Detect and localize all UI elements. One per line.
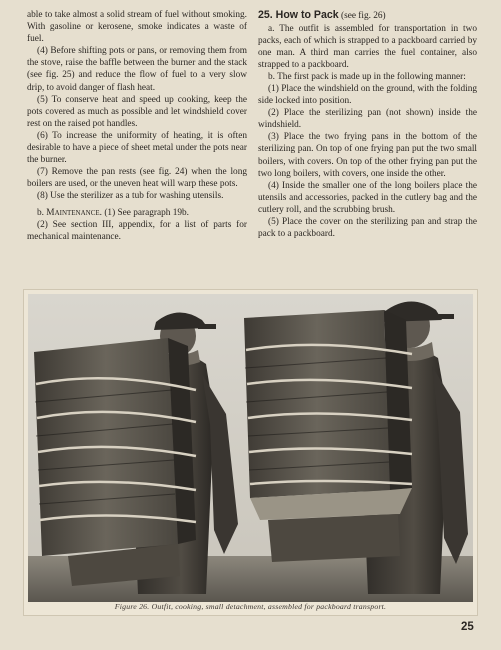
paragraph-6: (6) To increase the uniformity of heating, it is often desirable to have a piece of sheet metal under the pots near the burner. xyxy=(27,130,247,166)
maintenance-paragraph-2: (2) See section III, appendix, for a list of parts for mechanical maintenance. xyxy=(27,219,247,242)
pack-step-3: (3) Place the two frying pans in the bottom of the sterilizing pan. On top of one frying pan put the two small boilers, with covers. On top of the other frying pan put the two long boilers, with covers, one inside the other. xyxy=(258,132,477,179)
pack-step-1: (1) Place the windshield on the ground, with the folding side locked into position. xyxy=(258,83,477,107)
maintenance-ref: . (1) See paragraph 19b. xyxy=(99,207,189,218)
pack-paragraph-b: b. The first pack is made up in the following manner: xyxy=(268,71,466,82)
maintenance-prefix: b. xyxy=(37,207,47,218)
pack-paragraph-a: a. The outfit is assembled for transportation in two packs, each of which is strapped to a packboard carried by one man. A third man carries the fuel container, also strapped to a packboard. xyxy=(258,23,477,70)
right-pack xyxy=(244,310,412,562)
paragraph-5: (5) To conserve heat and speed up cooking, keep the pots covered as much as possible and let windshield cover rest on the raised pot handles. xyxy=(27,94,247,129)
paragraph-8: (8) Use the sterilizer as a tub for washing utensils. xyxy=(37,191,224,202)
page-number: 25 xyxy=(461,621,474,633)
figure-caption: Figure 26. Outfit, cooking, small detachment, assembled for packboard transport. xyxy=(114,602,387,611)
paragraph-4: (4) Before shifting pots or pans, or removing them from the stove, raise the baffle between the burner and the stack (see fig. 25) and reduce the flow of fuel to a very slow drip, to avoid danger of flash heat. xyxy=(27,46,247,93)
section-heading xyxy=(258,9,477,23)
left-text-column xyxy=(27,9,247,243)
right-text-column xyxy=(258,9,477,240)
section-figure-ref: (see fig. 26) xyxy=(338,11,386,21)
maintenance-label: Maintenance xyxy=(46,207,100,218)
figure-photo xyxy=(28,294,473,602)
paragraph-continued: able to take almost a solid stream of fuel without smoking. With gasoline or kerosene, smoke indicates a waste of fuel. xyxy=(27,10,247,45)
paragraph-7: (7) Remove the pan rests (see fig. 24) when the long boilers are used, or the uneven heat will warp these pots. xyxy=(27,167,247,190)
maintenance-paragraph xyxy=(27,207,247,219)
section-title: 25. How to Pack xyxy=(258,9,339,21)
pack-step-5: (5) Place the cover on the sterilizing pan and strap the pack to a packboard. xyxy=(258,217,477,240)
pack-step-2: (2) Place the sterilizing pan (not shown) inside the windshield. xyxy=(258,108,477,131)
left-pack xyxy=(34,338,196,586)
figure-26 xyxy=(23,289,478,616)
pack-step-4: (4) Inside the smaller one of the long boilers place the utensils and accessories, packed in the cutlery bag and the cutlery roll, and the scrubbing brush. xyxy=(258,180,477,215)
